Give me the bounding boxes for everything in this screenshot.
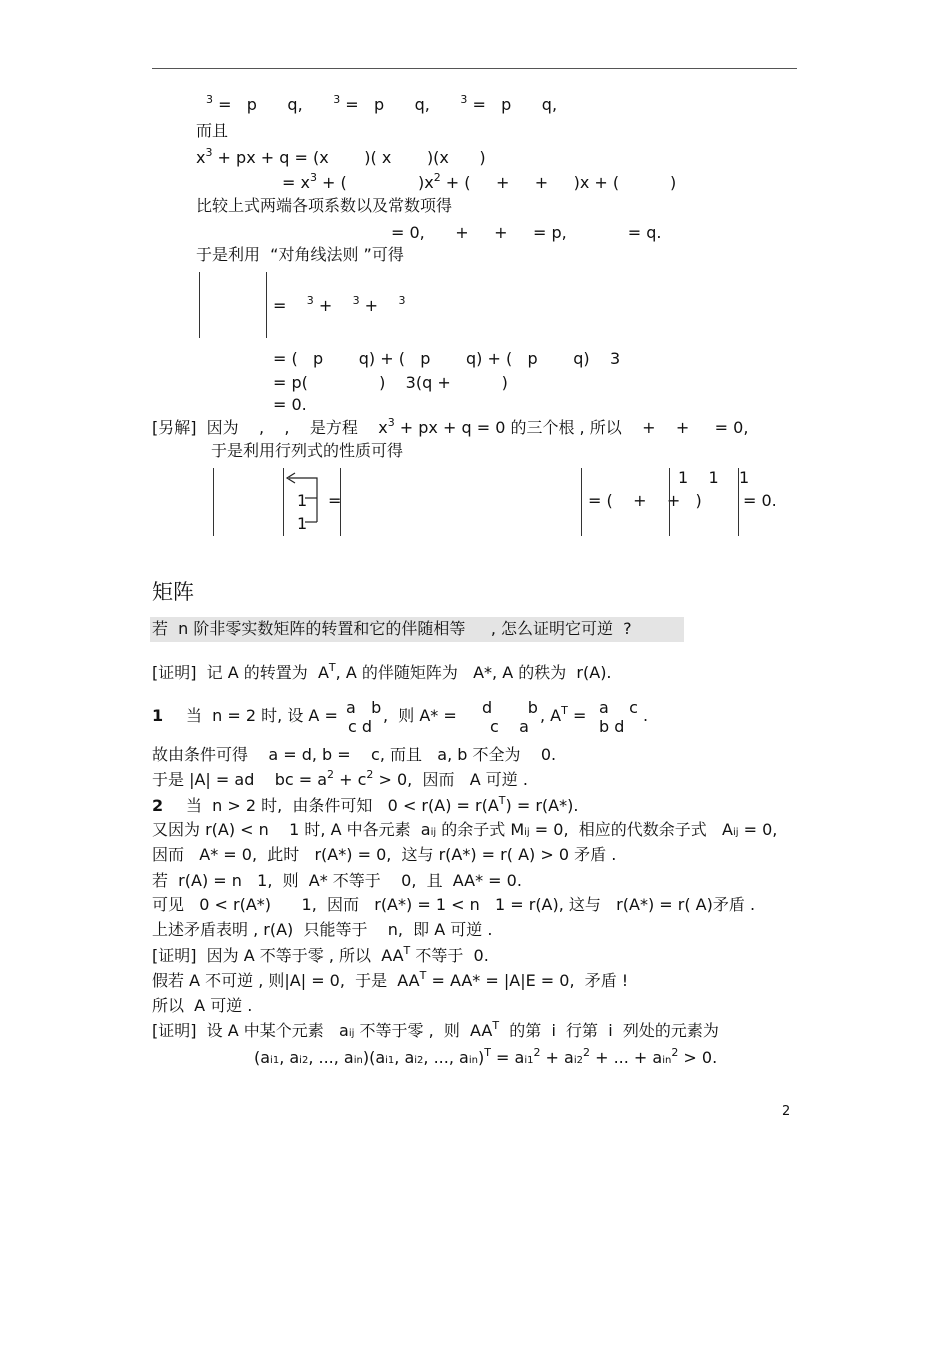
det-bar-6 <box>738 468 739 536</box>
proof2-line-3: 所以 A 可逆 . <box>152 996 253 1015</box>
determinant-sum: = $^3$ + $^3$ + $^3$ <box>273 294 406 315</box>
derivation-step-3: = 0. <box>273 395 307 414</box>
expansion-line-1: $x^3$ + px + q = (x )( x )(x ) <box>196 146 486 167</box>
text-erqie: 而且 <box>196 121 229 140</box>
proof-line-3: 故由条件可得 a = d, b = c, 而且 a, b 不全为 0. <box>152 745 557 764</box>
matrix-adj-row-2: c a <box>490 717 529 736</box>
proof3-line-1: [证明] 设 A 中某个元素 aij 不等于零 , 则 $AA^T$ 的第 i 行第 i 列处的元素为 <box>152 1019 719 1040</box>
proof-line-10: 上述矛盾表明 , r(A) 只能等于 n, 即 A 可逆 . <box>152 920 493 939</box>
section-title: 矩阵 <box>152 580 194 604</box>
proof2-line-2: 假若 A 不可逆 , 则|A| = 0, 于是 $AA^T = AA* = |A|E = 0$, 矛盾 ! <box>152 969 629 990</box>
case-1-transpose-label: , $A^T$ = <box>540 704 587 725</box>
case-1-adjoint-label: , 则 A* = <box>383 706 457 725</box>
proof-line-4: 于是 |A| = ad bc = $a^2 + c^2 > 0$, 因而 A 可逆 . <box>152 768 528 789</box>
det-result: = 0. <box>743 491 777 510</box>
det-bar-3 <box>340 468 341 536</box>
proof-line-8: 若 r(A) = n 1, 则 A* 不等于 0, 且 AA* = 0. <box>152 871 522 890</box>
alt-solution-line-1: [另解] 因为 , , 是方程 $x^3$ + px + q = 0 的三个根 , 所以 + + = 0, <box>152 416 749 437</box>
determinant-bar-left <box>199 272 200 338</box>
page-number: 2 <box>782 1104 791 1119</box>
det-equals-a: = <box>328 491 342 510</box>
det-bar-1 <box>213 468 214 536</box>
derivation-step-1: = ( p q) + ( p q) + ( p q) 3 <box>273 349 621 368</box>
det-entry-one-b: 1 <box>297 514 308 533</box>
proof-line-7: 因而 A* = 0, 此时 r(A*) = 0, 这与 r(A*) = r( A) > 0 矛盾 . <box>152 845 617 864</box>
det-entry-one-a: 1 <box>297 491 308 510</box>
proof-line-6: 又因为 r(A) < n 1 时, A 中各元素 aij 的余子式 Mij = 0, 相应的代数余子式 Aij = 0, <box>152 820 778 839</box>
det-row-ones: 1 1 1 <box>678 468 750 487</box>
matrix-t-row-2: b d <box>599 717 625 736</box>
case-2-text: 当 n > 2 时, 由条件可知 $0 < r(A) = r(A^T) = r(A*)$. <box>186 794 579 815</box>
header-rule <box>152 68 797 69</box>
det-factor: = ( + + ) <box>588 491 702 510</box>
matrix-a-row-1: a b <box>346 698 382 717</box>
matrix-a-row-2: c d <box>348 717 373 736</box>
matrix-t-row-1: a c <box>599 698 638 717</box>
case-1-period: . <box>643 706 649 725</box>
proof2-line-1: [证明] 因为 A 不等于零 , 所以 $AA^T$ 不等于 0. <box>152 944 489 965</box>
case-2-marker: 2 <box>152 796 164 815</box>
expansion-line-2: = $x^3$ + ( )$x^2$ + ( + + )x + ( ) <box>282 171 677 192</box>
proof-line-9: 可见 0 < r(A*) 1, 因而 r(A*) = 1 < n 1 = r(A), 这与 r(A*) = r( A)矛盾 . <box>152 895 756 914</box>
derivation-step-2: = p( ) 3(q + ) <box>273 373 508 392</box>
proof3-formula: (ai1, ai2, ..., ain)(ai1, ai2, ..., $ain)^T = ai1^2 + ai2^2$ + ... + ain$^2$ > 0. <box>254 1046 718 1067</box>
case-1-text: 当 n = 2 时, 设 A = <box>186 706 338 725</box>
matrix-adj-row-1: d b <box>482 698 538 717</box>
alt-solution-line-2: 于是利用行列式的性质可得 <box>211 441 404 460</box>
compare-text: 比较上式两端各项系数以及常数项得 <box>196 196 453 215</box>
determinant-bar-right <box>266 272 267 338</box>
det-bar-4 <box>581 468 582 536</box>
det-bar-5 <box>669 468 670 536</box>
proof-intro: [证明] 记 A 的转置为 $A^T$, A 的伴随矩阵为 A*, A 的秩为 r(A). <box>152 661 612 682</box>
cube-root-line: $^3$ = p q, $^3$ = p q, $^3$ = p q, <box>206 93 558 114</box>
diagonal-rule-text: 于是利用 “对角线法则 ”可得 <box>196 245 404 264</box>
case-1-marker: 1 <box>152 706 164 725</box>
coefficient-equations: = 0, + + = p, = q. <box>391 223 662 242</box>
question-text: 若 n 阶非零实数矩阵的转置和它的伴随相等 , 怎么证明它可逆 ? <box>152 619 632 638</box>
